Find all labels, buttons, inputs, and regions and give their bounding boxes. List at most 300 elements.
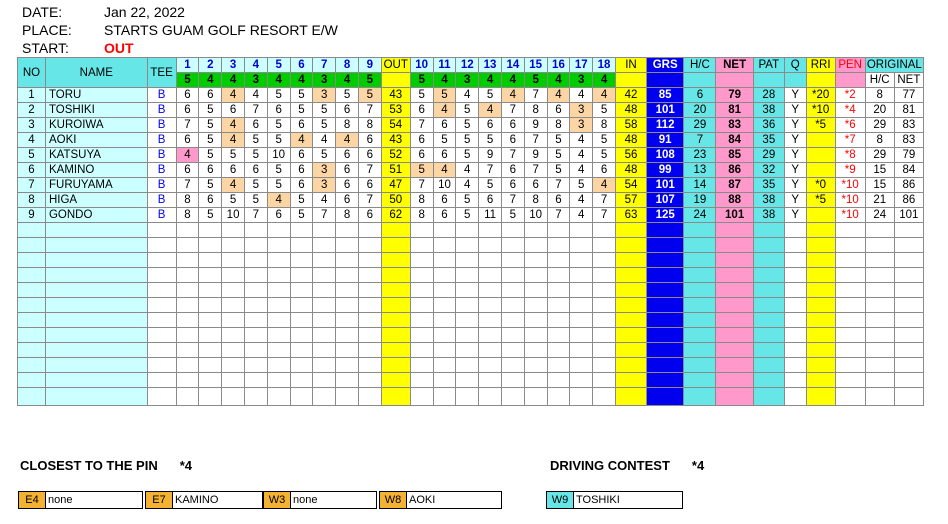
empty-cell [806,388,835,406]
empty-cell [615,373,646,388]
empty-cell [410,283,433,298]
empty-cell [336,298,359,313]
empty-row [18,223,924,238]
original-hc: 8 [865,88,894,103]
hole-score: 5 [222,193,245,208]
empty-cell [45,223,147,238]
in-total: 42 [615,88,646,103]
hole-score: 3 [313,163,336,178]
closest-to-pin-heading [20,458,192,473]
hole-score: 10 [433,178,456,193]
penalty: *6 [835,118,865,133]
empty-cell [835,373,865,388]
original-net: 101 [894,208,923,223]
hole-score: 6 [290,178,313,193]
empty-cell [313,223,336,238]
original-net: 86 [894,178,923,193]
putts: 35 [753,133,784,148]
hole-score: 5 [199,208,222,223]
empty-cell [716,343,753,358]
empty-cell [456,223,479,238]
empty-cell [433,283,456,298]
empty-cell [547,298,570,313]
hole-score: 5 [267,88,290,103]
empty-cell [18,298,46,313]
qualified: Y [784,88,806,103]
par-q-blank [784,73,806,88]
putts: 38 [753,208,784,223]
empty-cell [570,238,593,253]
empty-cell [381,388,410,406]
empty-cell [784,388,806,406]
empty-cell [716,283,753,298]
empty-cell [806,223,835,238]
hole-score: 7 [524,88,547,103]
out-total: 53 [381,103,410,118]
empty-cell [865,313,894,328]
in-total: 48 [615,133,646,148]
empty-cell [45,298,147,313]
empty-cell [753,358,784,373]
net-score: 81 [716,103,753,118]
col-hole: 6 [290,58,313,73]
empty-cell [716,238,753,253]
hole-score: 9 [479,148,502,163]
empty-cell [684,283,716,298]
in-total: 57 [615,193,646,208]
empty-cell [358,283,381,298]
col-q: Q [784,58,806,73]
empty-cell [244,253,267,268]
empty-cell [615,268,646,283]
empty-cell [147,268,176,283]
empty-cell [290,298,313,313]
empty-cell [479,358,502,373]
player-name: HIGA [45,193,147,208]
player-no: 6 [18,163,46,178]
empty-cell [267,313,290,328]
qualified: Y [784,178,806,193]
hole-score: 9 [524,148,547,163]
hole-score: 8 [358,118,381,133]
empty-cell [410,358,433,373]
col-hole: 13 [479,58,502,73]
gross-score: 107 [647,193,684,208]
driving-contest-count: *4 [691,458,705,473]
hole-score: 7 [358,103,381,118]
empty-row [18,238,924,253]
empty-cell [716,223,753,238]
empty-cell [45,238,147,253]
hole-score: 4 [433,163,456,178]
player-row [18,103,924,118]
player-no: 8 [18,193,46,208]
empty-row [18,283,924,298]
empty-cell [524,358,547,373]
net-score: 84 [716,133,753,148]
par-cell: 4 [547,73,570,88]
empty-cell [894,238,923,253]
hole-score: 4 [244,88,267,103]
empty-cell [18,343,46,358]
empty-cell [290,238,313,253]
empty-cell [147,328,176,343]
empty-cell [894,328,923,343]
player-row [18,208,924,223]
empty-cell [244,238,267,253]
empty-cell [647,313,684,328]
empty-cell [716,358,753,373]
hole-score: 4 [456,88,479,103]
hole-score: 5 [547,133,570,148]
hole-score: 5 [456,193,479,208]
closest-to-pin-title: CLOSEST TO THE PIN [20,458,158,473]
closest-to-pin-entry [18,491,143,509]
hole-score: 6 [501,133,524,148]
hole-score: 5 [244,148,267,163]
col-hole: 18 [593,58,616,73]
empty-cell [501,253,524,268]
original-hc: 24 [865,208,894,223]
hole-score: 5 [313,103,336,118]
empty-cell [45,358,147,373]
empty-cell [147,313,176,328]
empty-cell [290,373,313,388]
hole-score: 4 [222,118,245,133]
closest-to-pin-count: *4 [179,458,193,473]
handicap: 13 [684,163,716,178]
empty-cell [593,358,616,373]
hole-score: 6 [479,118,502,133]
empty-cell [547,358,570,373]
player-no: 4 [18,133,46,148]
hole-score: 4 [267,193,290,208]
winner-name: KAMINO [175,494,219,506]
hole-score: 6 [547,103,570,118]
col-net: NET [716,58,753,73]
hole-score: 5 [336,88,359,103]
hole-score: 6 [433,118,456,133]
rri [806,208,835,223]
empty-cell [222,268,245,283]
hole-score: 6 [358,208,381,223]
rri [806,148,835,163]
empty-cell [290,343,313,358]
hole-score: 5 [199,148,222,163]
par-cell: 5 [524,73,547,88]
empty-cell [647,358,684,373]
closest-to-pin-entry [263,491,377,509]
empty-cell [501,283,524,298]
par-cell: 5 [176,73,199,88]
start-value: OUT [104,40,134,56]
hole-score: 7 [176,178,199,193]
player-name: TORU [45,88,147,103]
in-total: 54 [615,178,646,193]
rri: *5 [806,193,835,208]
empty-cell [176,313,199,328]
empty-cell [479,238,502,253]
empty-cell [290,283,313,298]
hole-score: 7 [358,163,381,178]
player-tee: B [147,133,176,148]
hole-score: 9 [524,118,547,133]
empty-cell [865,283,894,298]
empty-cell [894,373,923,388]
empty-cell [176,238,199,253]
putts: 36 [753,118,784,133]
hole-score: 5 [290,103,313,118]
hole-score: 6 [547,193,570,208]
hole-score: 6 [290,163,313,178]
empty-cell [501,268,524,283]
empty-cell [806,343,835,358]
empty-cell [222,388,245,406]
player-row [18,163,924,178]
hole-score: 5 [358,88,381,103]
empty-cell [547,238,570,253]
empty-cell [336,268,359,283]
penalty: *4 [835,103,865,118]
empty-cell [244,298,267,313]
empty-cell [358,358,381,373]
empty-cell [176,373,199,388]
empty-cell [381,373,410,388]
qualified: Y [784,193,806,208]
empty-cell [222,253,245,268]
par-cell: 4 [267,73,290,88]
hole-score: 4 [570,148,593,163]
empty-cell [222,313,245,328]
empty-cell [18,268,46,283]
date-label: DATE: [22,4,63,20]
net-score: 83 [716,118,753,133]
empty-cell [784,358,806,373]
hole-score: 5 [433,133,456,148]
out-total: 43 [381,133,410,148]
empty-cell [894,268,923,283]
hole-score: 7 [313,208,336,223]
original-hc: 29 [865,118,894,133]
empty-cell [524,283,547,298]
empty-cell [501,298,524,313]
col-name: NAME [45,58,147,88]
empty-cell [290,358,313,373]
empty-cell [381,253,410,268]
penalty: *8 [835,148,865,163]
original-hc: 29 [865,148,894,163]
col-hole: 15 [524,58,547,73]
hole-score: 6 [501,163,524,178]
empty-cell [615,298,646,313]
col-no: NO [18,58,46,88]
qualified: Y [784,163,806,178]
hole-score: 7 [593,208,616,223]
scorecard-table [17,57,924,406]
hole-score: 4 [290,133,313,148]
hole-tag: W8 [380,492,407,508]
par-cell: 4 [593,73,616,88]
empty-cell [835,358,865,373]
par-hc-blank [684,73,716,88]
hole-score: 4 [501,88,524,103]
hole-score: 4 [222,88,245,103]
hole-score: 7 [244,208,267,223]
empty-cell [290,388,313,406]
empty-cell [865,388,894,406]
empty-cell [456,343,479,358]
empty-cell [358,238,381,253]
empty-cell [18,238,46,253]
empty-cell [647,388,684,406]
empty-cell [244,283,267,298]
empty-cell [358,343,381,358]
empty-cell [381,268,410,283]
hole-score: 6 [244,163,267,178]
empty-cell [336,283,359,298]
col-in: IN [615,58,646,73]
col-hole: 8 [336,58,359,73]
penalty: *10 [835,178,865,193]
player-no: 2 [18,103,46,118]
empty-cell [147,298,176,313]
hole-score: 5 [593,148,616,163]
empty-cell [570,343,593,358]
date-value: Jan 22, 2022 [104,4,185,20]
empty-cell [313,388,336,406]
hole-score: 4 [222,133,245,148]
hole-score: 5 [199,103,222,118]
empty-cell [547,343,570,358]
empty-cell [45,388,147,406]
player-no: 1 [18,88,46,103]
hole-score: 4 [593,88,616,103]
empty-cell [784,313,806,328]
player-tee: B [147,103,176,118]
hole-score: 8 [593,118,616,133]
in-total: 48 [615,103,646,118]
original-hc: 21 [865,193,894,208]
empty-cell [479,328,502,343]
empty-cell [524,253,547,268]
empty-cell [570,298,593,313]
empty-cell [479,253,502,268]
hole-score: 4 [479,103,502,118]
hole-score: 5 [479,88,502,103]
empty-cell [753,283,784,298]
empty-cell [524,388,547,406]
hole-score: 4 [570,163,593,178]
empty-cell [684,358,716,373]
player-name: KUROIWA [45,118,147,133]
hole-score: 7 [547,208,570,223]
gross-score: 91 [647,133,684,148]
col-hole: 10 [410,58,433,73]
empty-cell [222,298,245,313]
hole-score: 5 [290,193,313,208]
col-out: OUT [381,58,410,73]
net-score: 86 [716,163,753,178]
empty-cell [501,328,524,343]
empty-cell [753,268,784,283]
empty-cell [615,343,646,358]
empty-cell [410,298,433,313]
empty-cell [547,268,570,283]
empty-cell [806,373,835,388]
col-hole: 7 [313,58,336,73]
empty-cell [147,373,176,388]
hole-score: 8 [176,193,199,208]
hole-score: 6 [199,163,222,178]
par-cell: 3 [313,73,336,88]
hole-score: 6 [222,163,245,178]
hole-score: 8 [336,208,359,223]
hole-score: 4 [176,148,199,163]
empty-cell [684,298,716,313]
handicap: 19 [684,193,716,208]
out-total: 50 [381,193,410,208]
hole-score: 4 [313,193,336,208]
empty-cell [176,388,199,406]
empty-cell [222,328,245,343]
empty-cell [835,298,865,313]
empty-cell [479,268,502,283]
col-hole: 16 [547,58,570,73]
empty-cell [716,313,753,328]
out-total: 54 [381,118,410,133]
empty-cell [593,343,616,358]
empty-cell [784,238,806,253]
empty-cell [784,283,806,298]
empty-cell [199,223,222,238]
hole-score: 5 [547,163,570,178]
empty-cell [244,388,267,406]
empty-cell [199,358,222,373]
empty-cell [336,343,359,358]
empty-cell [456,283,479,298]
empty-cell [147,223,176,238]
gross-score: 101 [647,103,684,118]
empty-cell [456,388,479,406]
hole-score: 4 [433,103,456,118]
empty-cell [45,328,147,343]
rri: *0 [806,178,835,193]
hole-score: 4 [336,133,359,148]
hole-score: 5 [593,133,616,148]
par-cell: 5 [410,73,433,88]
empty-cell [647,343,684,358]
empty-cell [501,223,524,238]
putts: 38 [753,193,784,208]
empty-cell [894,298,923,313]
empty-cell [865,298,894,313]
empty-cell [524,223,547,238]
place-value: STARTS GUAM GOLF RESORT E/W [104,22,338,38]
empty-cell [381,358,410,373]
empty-cell [358,298,381,313]
empty-cell [267,298,290,313]
empty-cell [806,238,835,253]
par-grs-blank [647,73,684,88]
empty-cell [45,373,147,388]
empty-cell [381,283,410,298]
empty-cell [410,328,433,343]
empty-cell [222,373,245,388]
empty-cell [456,373,479,388]
hole-score: 3 [313,88,336,103]
empty-cell [45,313,147,328]
empty-cell [784,223,806,238]
